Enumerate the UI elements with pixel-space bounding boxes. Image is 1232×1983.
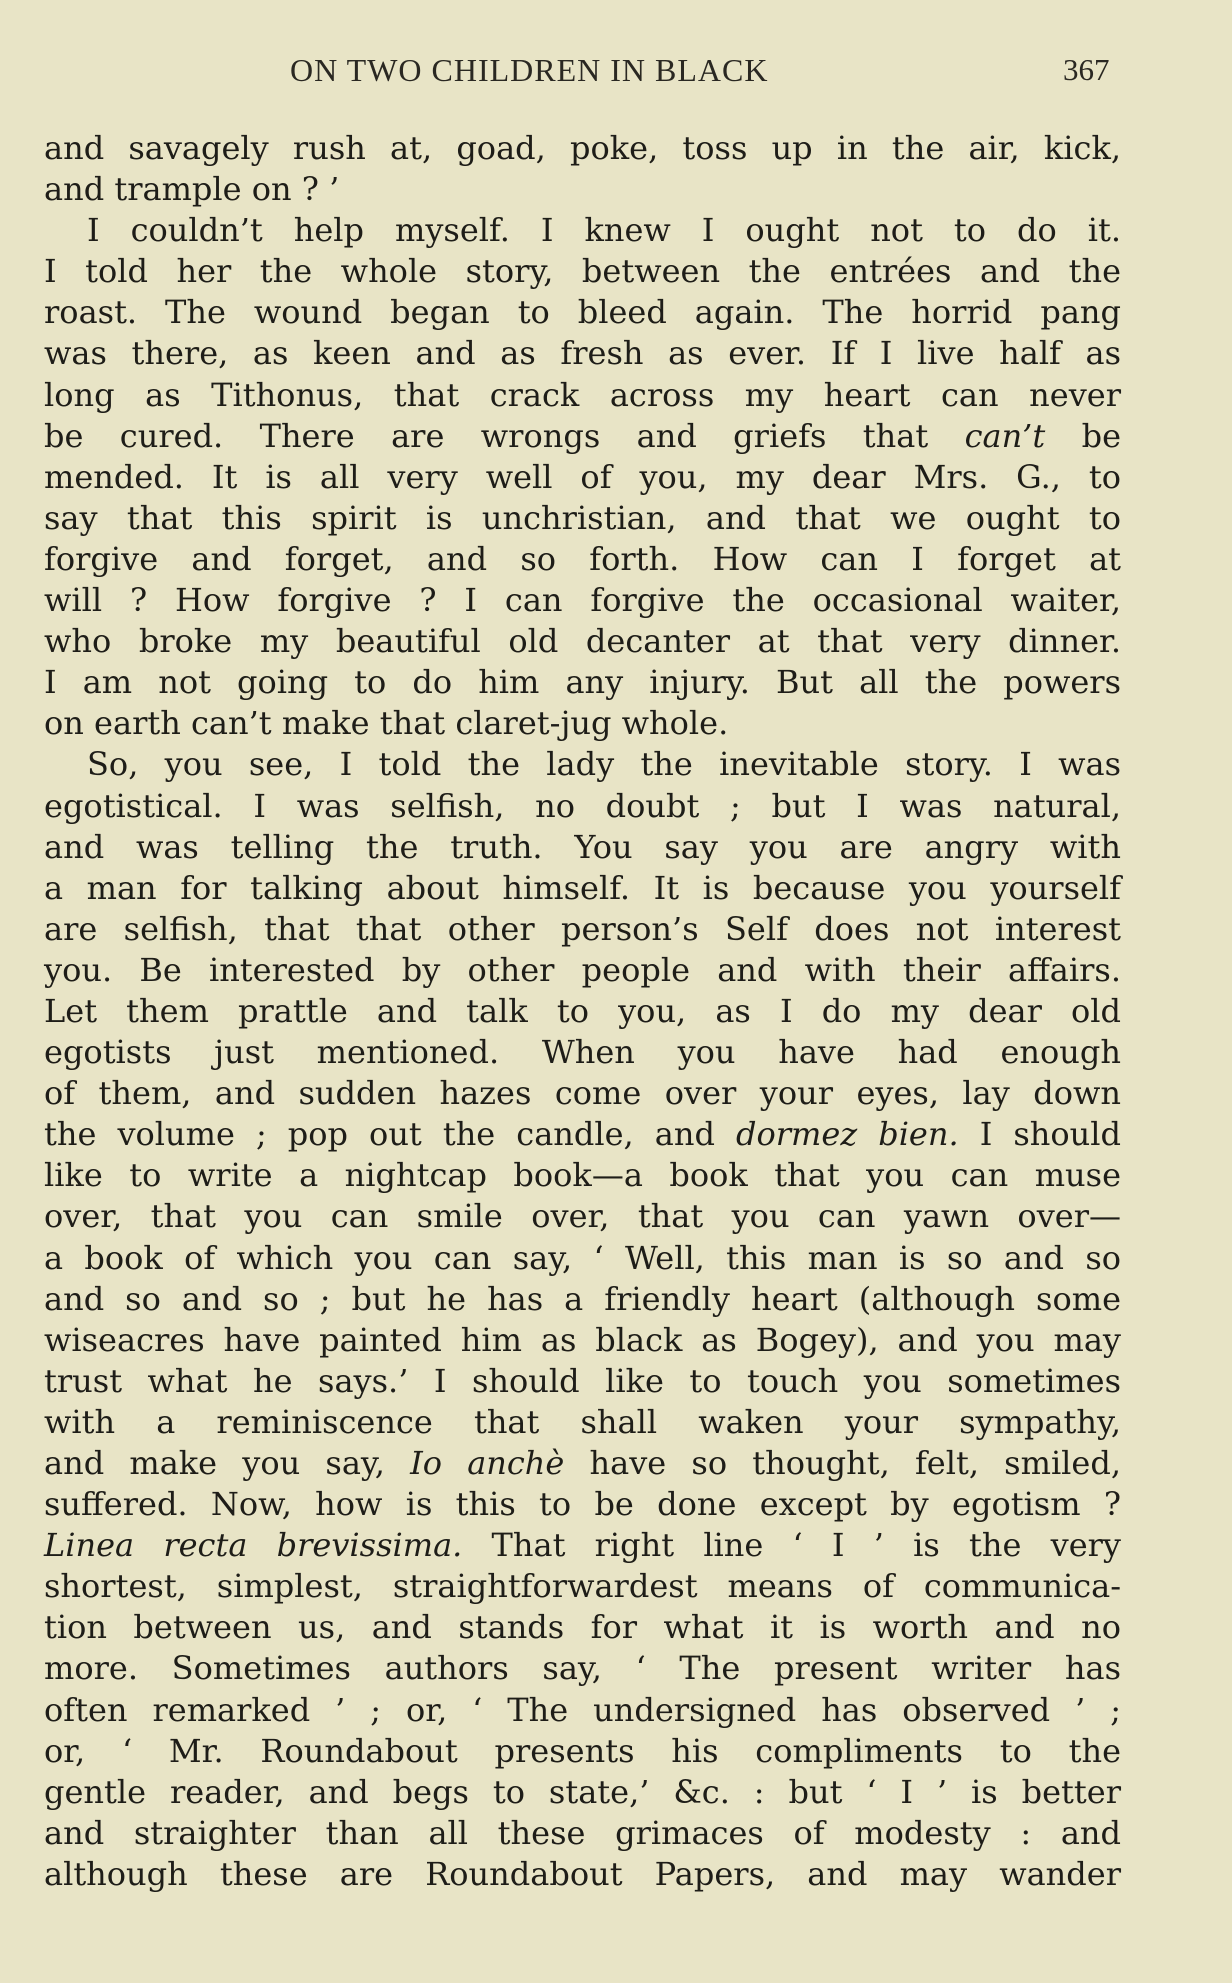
text-line bbox=[44, 950, 1121, 991]
text-segment: egotistical. I was selfish, no doubt ; but I was natural, bbox=[44, 786, 1121, 825]
text-segment: Let them prattle and talk to you, as I do my dear old bbox=[44, 991, 1121, 1030]
text-line bbox=[44, 1238, 1121, 1279]
text-line bbox=[44, 457, 1121, 498]
text-segment: and savagely rush at, goad, poke, toss up in the air, kick, bbox=[44, 129, 1121, 167]
text-segment: of them, and sudden hazes come over your eyes, lay down bbox=[44, 1074, 1121, 1113]
italic-phrase: Linea recta brevissima. bbox=[44, 1526, 463, 1565]
text-segment: and trample on ? ’ bbox=[44, 170, 340, 209]
text-segment: or, ‘ Mr. Roundabout presents his compliments to the bbox=[44, 1731, 1121, 1770]
text-segment: like to write a nightcap book—a book that you can muse bbox=[44, 1156, 1121, 1195]
text-segment: tion between us, and stands for what it is worth and no bbox=[44, 1608, 1121, 1647]
text-line bbox=[44, 1155, 1121, 1196]
text-segment: trust what he says.’ I should like to touch you sometimes bbox=[44, 1361, 1121, 1400]
text-segment: I am not going to do him any injury. But all the powers bbox=[44, 663, 1121, 702]
text-segment: and so and so ; but he has a friendly heart (although some bbox=[44, 1279, 1121, 1318]
text-segment: will ? How forgive ? I can forgive the occasional waiter, bbox=[44, 581, 1121, 620]
text-line bbox=[44, 827, 1121, 868]
text-line bbox=[44, 1361, 1121, 1402]
text-line bbox=[44, 1607, 1121, 1648]
text-segment: on earth can’t make that claret-jug whole. bbox=[44, 704, 729, 743]
italic-phrase: can’t bbox=[964, 416, 1046, 455]
text-line bbox=[44, 1320, 1121, 1361]
text-line bbox=[44, 662, 1121, 703]
text-line bbox=[44, 580, 1121, 621]
text-segment: with a reminiscence that shall waken your sympathy, bbox=[44, 1402, 1121, 1441]
text-line bbox=[44, 539, 1121, 580]
text-line bbox=[44, 1648, 1121, 1689]
text-segment: roast. The wound began to bleed again. The horrid pang bbox=[44, 293, 1121, 332]
text-line bbox=[44, 1443, 1121, 1484]
text-segment: mended. It is all very well of you, my dear Mrs. G., to bbox=[44, 457, 1121, 496]
text-segment: egotists just mentioned. When you have had enough bbox=[44, 1033, 1121, 1072]
text-line bbox=[44, 744, 1121, 785]
text-segment: So, you see, I told the lady the inevitable story. I was bbox=[87, 745, 1121, 784]
text-line bbox=[44, 1196, 1121, 1237]
text-segment: you. Be interested by other people and with their affairs. bbox=[44, 950, 1121, 989]
text-line bbox=[44, 333, 1121, 374]
text-line bbox=[44, 1279, 1121, 1320]
body-text bbox=[44, 128, 1121, 1895]
text-segment: over, that you can smile over, that you can yawn over— bbox=[44, 1197, 1121, 1236]
text-segment: although these are Roundabout Papers, and may wander bbox=[44, 1854, 1121, 1893]
text-line bbox=[44, 292, 1121, 333]
text-line bbox=[44, 128, 1121, 169]
text-segment: a man for talking about himself. It is because you yourself bbox=[44, 868, 1121, 907]
text-line bbox=[44, 210, 1121, 251]
text-segment: was there, as keen and as fresh as ever. If I live half as bbox=[44, 334, 1121, 373]
text-segment: forgive and forget, and so forth. How can I forget at bbox=[44, 539, 1121, 578]
text-segment: I couldn’t help myself. I knew I ought not to do it. bbox=[87, 211, 1121, 250]
page-header bbox=[0, 52, 1232, 96]
text-line bbox=[44, 786, 1121, 827]
text-line bbox=[44, 1566, 1121, 1607]
italic-phrase: dormez bien. bbox=[735, 1115, 959, 1154]
text-segment: suffered. Now, how is this to be done except by egotism ? bbox=[44, 1485, 1121, 1524]
text-line bbox=[44, 621, 1121, 662]
text-line bbox=[44, 1402, 1121, 1443]
text-segment: more. Sometimes authors say, ‘ The present writer has bbox=[44, 1649, 1121, 1688]
text-segment: who broke my beautiful old decanter at that very dinner. bbox=[44, 622, 1121, 661]
text-segment: be bbox=[1045, 416, 1122, 455]
text-segment: That right line ‘ I ’ is the very bbox=[462, 1526, 1122, 1565]
running-title: ON TWO CHILDREN IN BLACK bbox=[290, 52, 769, 88]
text-line bbox=[44, 251, 1121, 292]
text-segment: gentle reader, and begs to state,’ &c. : but ‘ I ’ is better bbox=[44, 1772, 1121, 1811]
text-line bbox=[44, 375, 1121, 416]
text-line bbox=[44, 416, 1121, 457]
text-segment: have so thought, felt, smiled, bbox=[564, 1444, 1122, 1482]
text-line bbox=[44, 498, 1121, 539]
text-line bbox=[44, 1731, 1121, 1772]
text-segment: are selfish, that that other person’s Self does not interest bbox=[44, 909, 1121, 948]
text-segment: and was telling the truth. You say you are angry with bbox=[44, 827, 1121, 866]
text-segment: a book of which you can say, ‘ Well, this man is so and so bbox=[44, 1238, 1121, 1277]
text-line bbox=[44, 868, 1121, 909]
text-segment: and straighter than all these grimaces of modesty : and bbox=[44, 1813, 1121, 1852]
text-segment: long as Tithonus, that crack across my heart can never bbox=[44, 375, 1121, 414]
text-segment: be cured. There are wrongs and griefs that bbox=[44, 416, 965, 455]
text-segment: wiseacres have painted him as black as Bogey), and you may bbox=[44, 1320, 1121, 1359]
text-line bbox=[44, 1032, 1121, 1073]
text-line bbox=[44, 1772, 1121, 1813]
page-number: 367 bbox=[1063, 52, 1110, 87]
italic-phrase: Io anchè bbox=[410, 1444, 565, 1482]
text-segment: I told her the whole story, between the entrées and the bbox=[44, 252, 1121, 291]
text-segment: often remarked ’ ; or, ‘ The undersigned has observed ’ ; bbox=[44, 1690, 1121, 1729]
text-segment: the volume ; pop out the candle, and bbox=[44, 1115, 736, 1154]
text-line bbox=[44, 1525, 1121, 1566]
text-segment: I should bbox=[958, 1115, 1122, 1154]
text-line bbox=[44, 991, 1121, 1032]
text-segment: and make you say, bbox=[44, 1444, 411, 1482]
text-line bbox=[44, 169, 1121, 210]
text-line bbox=[44, 909, 1121, 950]
text-line bbox=[44, 1484, 1121, 1525]
text-line bbox=[44, 1114, 1121, 1155]
text-line bbox=[44, 1854, 1121, 1895]
text-line bbox=[44, 703, 1121, 744]
text-segment: say that this spirit is unchristian, and that we ought to bbox=[44, 498, 1121, 537]
text-line bbox=[44, 1813, 1121, 1854]
text-line bbox=[44, 1073, 1121, 1114]
text-segment: shortest, simplest, straightforwardest means of communica- bbox=[44, 1567, 1121, 1606]
text-line bbox=[44, 1690, 1121, 1731]
